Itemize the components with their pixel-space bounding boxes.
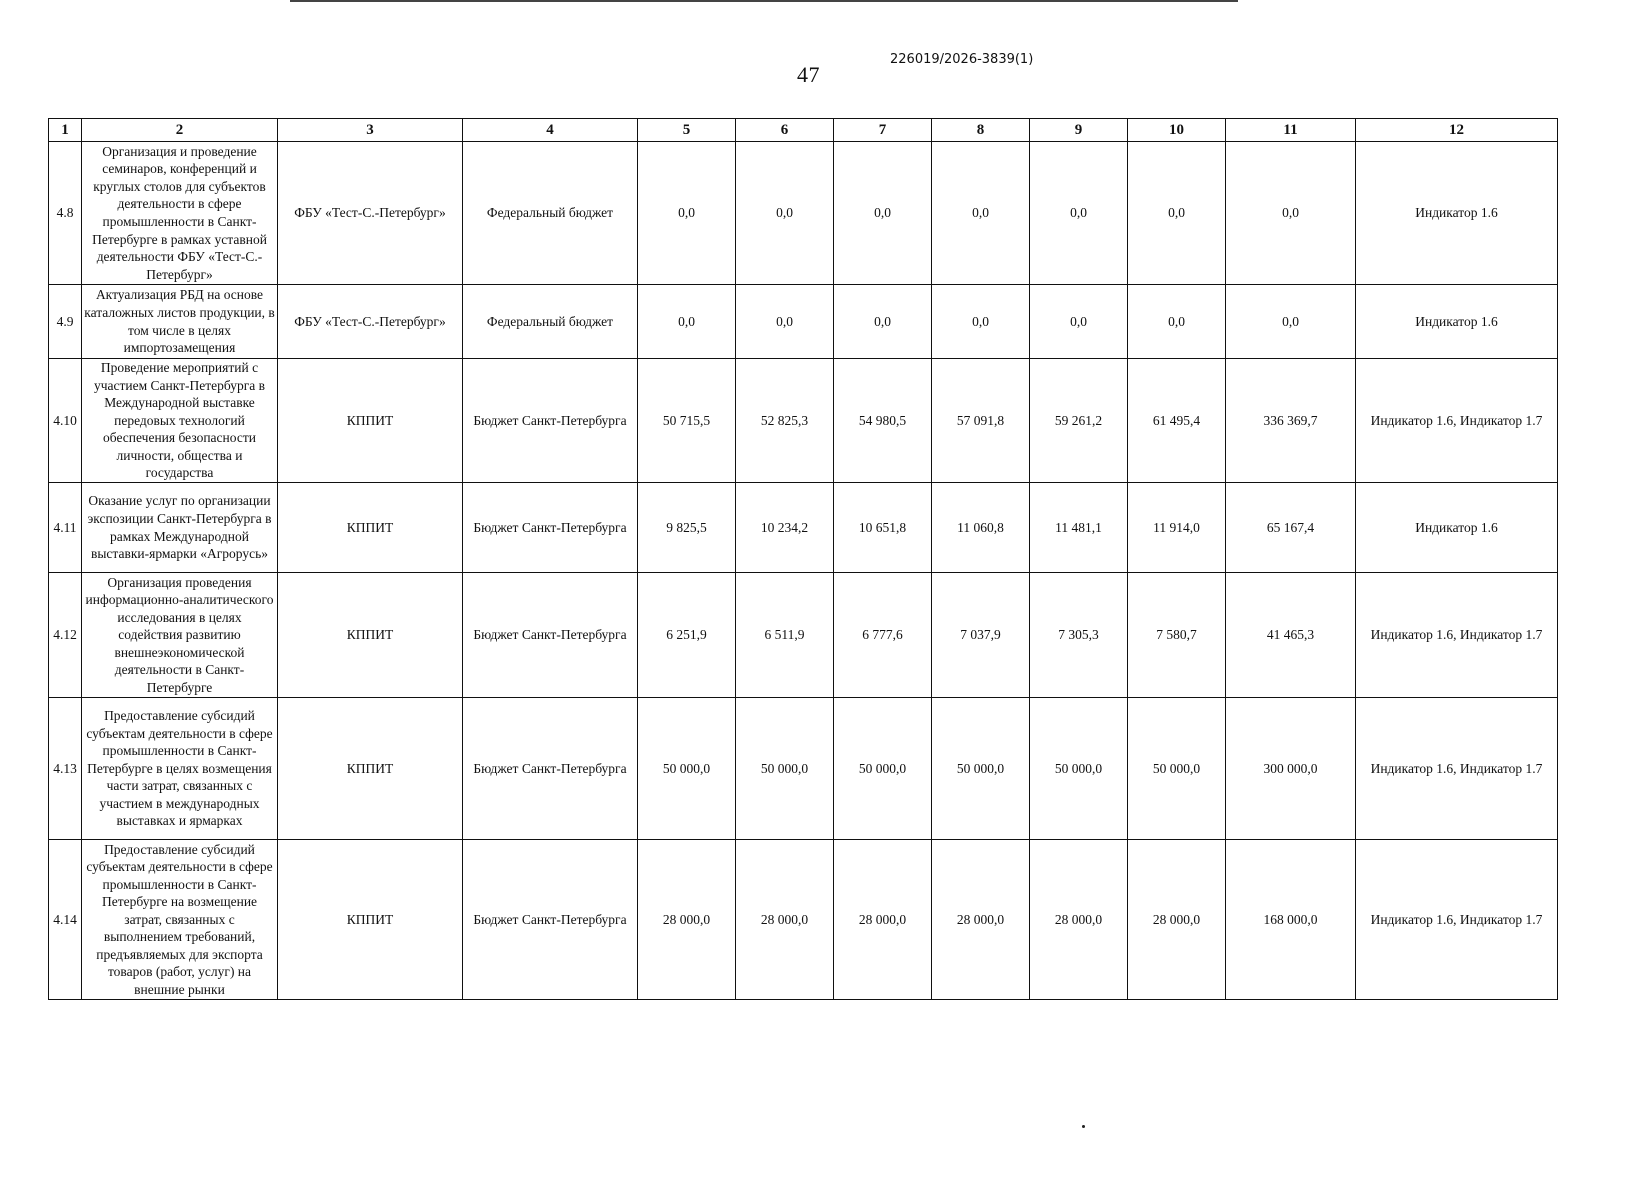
- value-cell: 50 000,0: [1030, 698, 1128, 840]
- column-header: 10: [1128, 119, 1226, 142]
- executor-cell: КППИТ: [278, 840, 463, 1000]
- table-row: [49, 840, 1558, 1000]
- value-cell: 50 000,0: [638, 698, 736, 840]
- indicator-cell: Индикатор 1.6, Индикатор 1.7: [1356, 573, 1558, 698]
- value-cell: 59 261,2: [1030, 359, 1128, 483]
- document-stamp: 226019/2026-3839(1): [890, 52, 1034, 67]
- indicator-cell: Индикатор 1.6: [1356, 285, 1558, 359]
- value-cell: 7 580,7: [1128, 573, 1226, 698]
- activity-cell: Оказание услуг по организации экспозиции Санкт-Петербурга в рамках Международной выставки-ярмарки «Агрорусь»: [82, 483, 278, 573]
- executor-cell: КППИТ: [278, 573, 463, 698]
- column-header: 11: [1226, 119, 1356, 142]
- funding-source-cell: Бюджет Санкт-Петербурга: [463, 359, 638, 483]
- column-header: 7: [834, 119, 932, 142]
- row-number: 4.9: [49, 285, 82, 359]
- executor-cell: КППИТ: [278, 698, 463, 840]
- activity-cell: Предоставление субсидий субъектам деятельности в сфере промышленности в Санкт-Петербурге на возмещение затрат, связанных с выполнением требований, предъявляемых для экспорта товаров (работ, услуг) на внешние рынки: [82, 840, 278, 1000]
- scan-speck: [1082, 1125, 1085, 1128]
- value-cell: 0,0: [1128, 142, 1226, 285]
- activity-cell: Предоставление субсидий субъектам деятельности в сфере промышленности в Санкт-Петербурге в целях возмещения части затрат, связанных с участием в международных выставках и ярмарках: [82, 698, 278, 840]
- executor-cell: КППИТ: [278, 483, 463, 573]
- row-number: 4.10: [49, 359, 82, 483]
- total-cell: 168 000,0: [1226, 840, 1356, 1000]
- value-cell: 9 825,5: [638, 483, 736, 573]
- table-row: [49, 698, 1558, 840]
- indicator-cell: Индикатор 1.6, Индикатор 1.7: [1356, 359, 1558, 483]
- value-cell: 28 000,0: [736, 840, 834, 1000]
- column-header: 6: [736, 119, 834, 142]
- table-row: [49, 483, 1558, 573]
- value-cell: 6 511,9: [736, 573, 834, 698]
- value-cell: 6 777,6: [834, 573, 932, 698]
- value-cell: 28 000,0: [638, 840, 736, 1000]
- column-header: 1: [49, 119, 82, 142]
- value-cell: 50 000,0: [1128, 698, 1226, 840]
- value-cell: 28 000,0: [834, 840, 932, 1000]
- value-cell: 50 715,5: [638, 359, 736, 483]
- value-cell: 50 000,0: [736, 698, 834, 840]
- row-number: 4.8: [49, 142, 82, 285]
- top-rule: [290, 0, 1238, 2]
- indicator-cell: Индикатор 1.6: [1356, 142, 1558, 285]
- row-number: 4.11: [49, 483, 82, 573]
- funding-source-cell: Бюджет Санкт-Петербурга: [463, 698, 638, 840]
- program-table: [48, 118, 1558, 1000]
- executor-cell: ФБУ «Тест-С.-Петербург»: [278, 285, 463, 359]
- table-row: [49, 359, 1558, 483]
- total-cell: 300 000,0: [1226, 698, 1356, 840]
- value-cell: 52 825,3: [736, 359, 834, 483]
- value-cell: 10 651,8: [834, 483, 932, 573]
- table-row: [49, 285, 1558, 359]
- value-cell: 7 305,3: [1030, 573, 1128, 698]
- value-cell: 10 234,2: [736, 483, 834, 573]
- funding-source-cell: Бюджет Санкт-Петербурга: [463, 573, 638, 698]
- indicator-cell: Индикатор 1.6, Индикатор 1.7: [1356, 698, 1558, 840]
- value-cell: 0,0: [736, 142, 834, 285]
- table-row: [49, 142, 1558, 285]
- value-cell: 0,0: [834, 285, 932, 359]
- value-cell: 0,0: [932, 285, 1030, 359]
- total-cell: 41 465,3: [1226, 573, 1356, 698]
- column-header: 5: [638, 119, 736, 142]
- value-cell: 50 000,0: [834, 698, 932, 840]
- value-cell: 28 000,0: [1030, 840, 1128, 1000]
- funding-source-cell: Федеральный бюджет: [463, 142, 638, 285]
- funding-source-cell: Бюджет Санкт-Петербурга: [463, 840, 638, 1000]
- value-cell: 0,0: [1030, 285, 1128, 359]
- value-cell: 28 000,0: [932, 840, 1030, 1000]
- value-cell: 11 060,8: [932, 483, 1030, 573]
- row-number: 4.13: [49, 698, 82, 840]
- column-header: 12: [1356, 119, 1558, 142]
- value-cell: 0,0: [932, 142, 1030, 285]
- indicator-cell: Индикатор 1.6: [1356, 483, 1558, 573]
- total-cell: 0,0: [1226, 285, 1356, 359]
- column-header: 4: [463, 119, 638, 142]
- value-cell: 28 000,0: [1128, 840, 1226, 1000]
- column-header: 3: [278, 119, 463, 142]
- column-header: 2: [82, 119, 278, 142]
- activity-cell: Проведение мероприятий с участием Санкт-Петербурга в Международной выставке передовых технологий обеспечения безопасности личности, общества и государства: [82, 359, 278, 483]
- funding-source-cell: Федеральный бюджет: [463, 285, 638, 359]
- value-cell: 7 037,9: [932, 573, 1030, 698]
- page-number: 47: [797, 62, 820, 87]
- value-cell: 0,0: [638, 142, 736, 285]
- value-cell: 0,0: [1030, 142, 1128, 285]
- activity-cell: Организация проведения информационно-аналитического исследования в целях содействия развитию внешнеэкономической деятельности в Санкт-Петербурге: [82, 573, 278, 698]
- table-row: [49, 573, 1558, 698]
- value-cell: 0,0: [638, 285, 736, 359]
- column-header: 9: [1030, 119, 1128, 142]
- value-cell: 50 000,0: [932, 698, 1030, 840]
- activity-cell: Организация и проведение семинаров, конференций и круглых столов для субъектов деятельности в сфере промышленности в Санкт-Петербурге в рамках уставной деятельности ФБУ «Тест-С.-Петербург»: [82, 142, 278, 285]
- total-cell: 65 167,4: [1226, 483, 1356, 573]
- executor-cell: КППИТ: [278, 359, 463, 483]
- column-header: 8: [932, 119, 1030, 142]
- table-header-row: [49, 119, 1558, 142]
- total-cell: 0,0: [1226, 142, 1356, 285]
- row-number: 4.14: [49, 840, 82, 1000]
- value-cell: 0,0: [1128, 285, 1226, 359]
- funding-source-cell: Бюджет Санкт-Петербурга: [463, 483, 638, 573]
- value-cell: 0,0: [834, 142, 932, 285]
- activity-cell: Актуализация РБД на основе каталожных листов продукции, в том числе в целях импортозамещения: [82, 285, 278, 359]
- value-cell: 54 980,5: [834, 359, 932, 483]
- value-cell: 61 495,4: [1128, 359, 1226, 483]
- value-cell: 11 914,0: [1128, 483, 1226, 573]
- executor-cell: ФБУ «Тест-С.-Петербург»: [278, 142, 463, 285]
- value-cell: 57 091,8: [932, 359, 1030, 483]
- indicator-cell: Индикатор 1.6, Индикатор 1.7: [1356, 840, 1558, 1000]
- row-number: 4.12: [49, 573, 82, 698]
- value-cell: 11 481,1: [1030, 483, 1128, 573]
- value-cell: 0,0: [736, 285, 834, 359]
- value-cell: 6 251,9: [638, 573, 736, 698]
- total-cell: 336 369,7: [1226, 359, 1356, 483]
